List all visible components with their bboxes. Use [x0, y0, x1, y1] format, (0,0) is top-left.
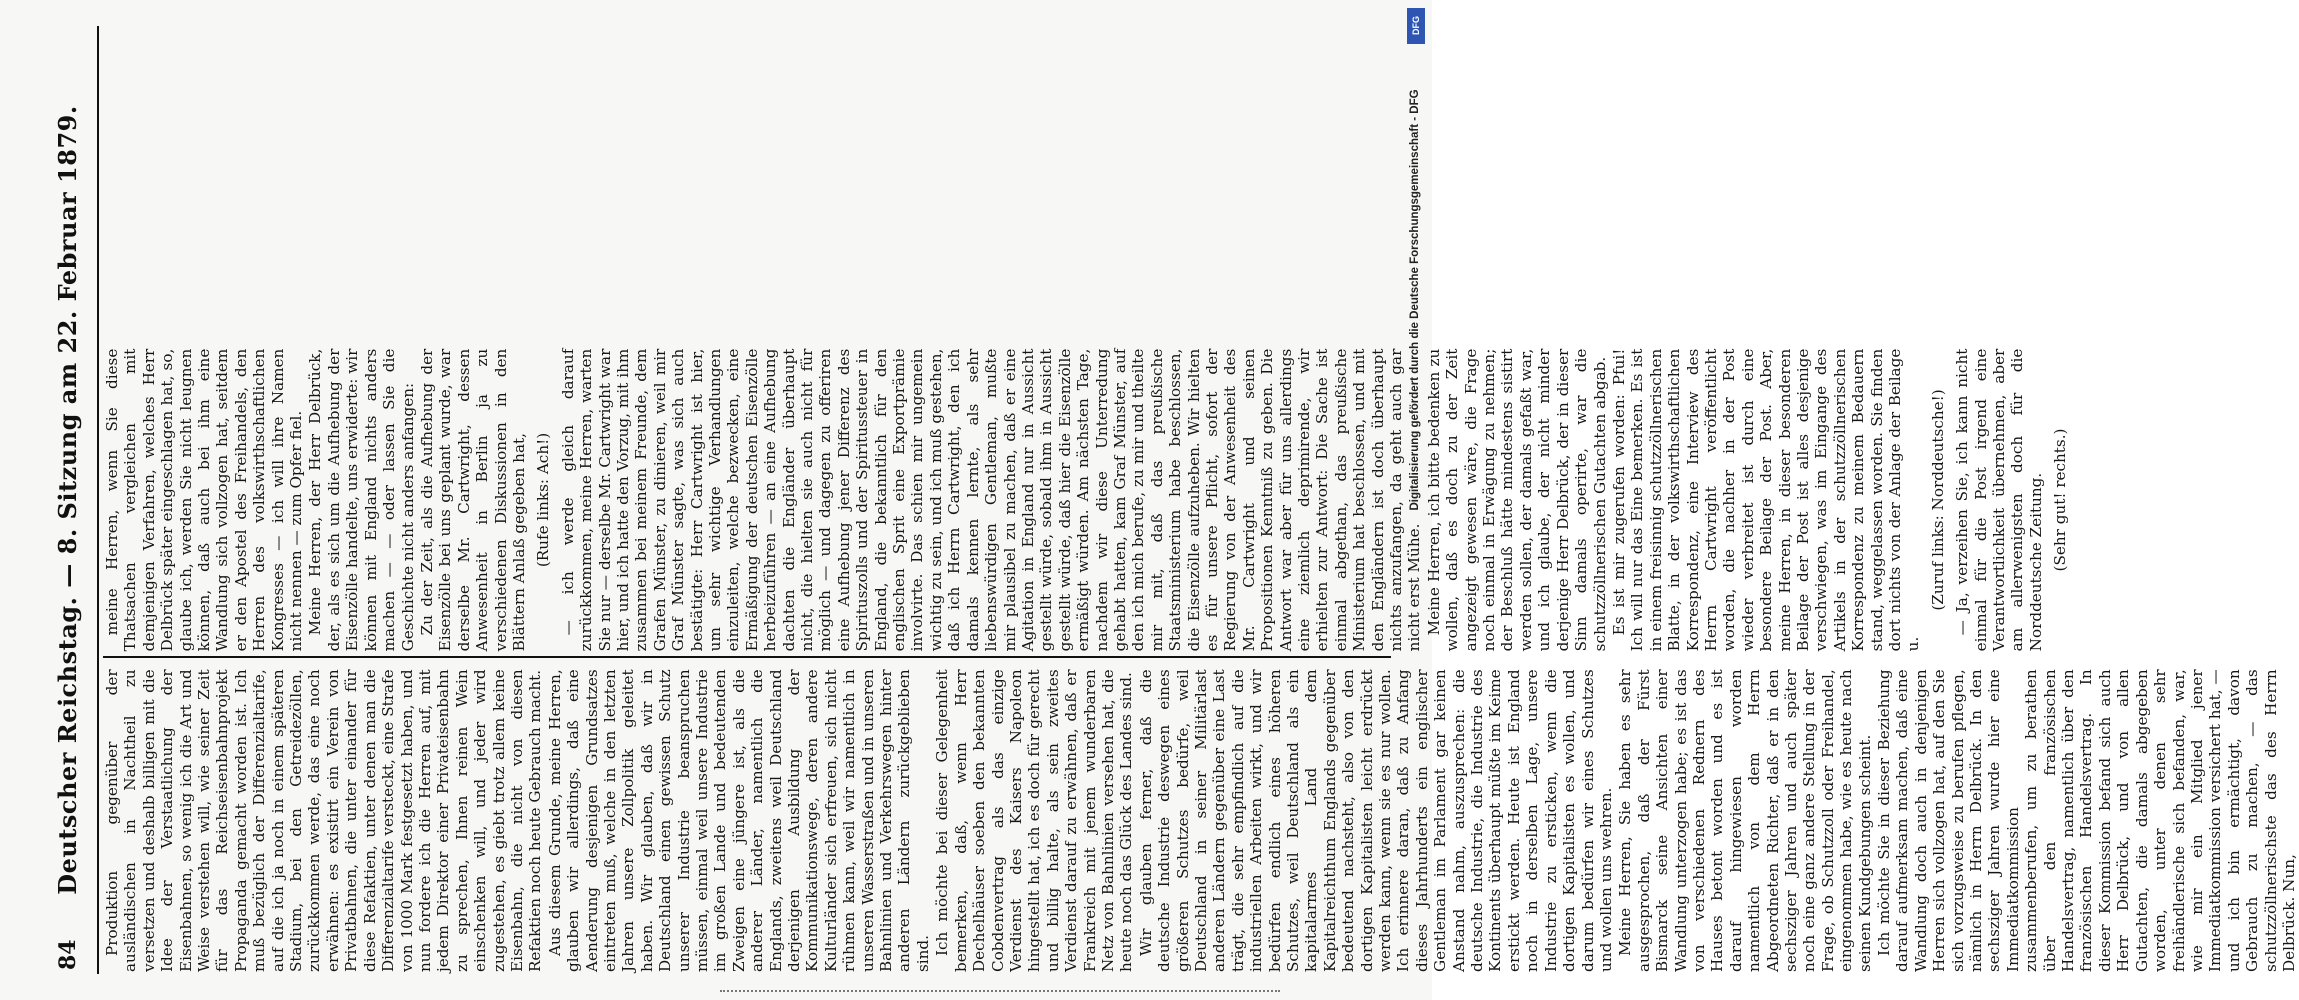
- paragraph: Meine Herren, der Herr Delbrück, der, als es sich um die Aufhebung der Eisenzölle handelte, uns erwiderte: wir können mit England nichts anders machen — — oder lassen Sie die Geschichte nicht anders anfangen:: [306, 348, 417, 652]
- scan-edge-marks: [720, 990, 1280, 998]
- paragraph: Wir glauben ferner, daß die deutsche Industrie deswegen eines größeren Schutzes bedürfe, weil Deutschland in seiner Militärlast anderen Ländern gegenüber eine Last trägt, die sehr empfindlich auf die industriellen Arbeiten wirkt, und wir bedürfen endlich eines höheren Schutzes, weil Deutschland als ein kapitalarmes Land dem Kapitalreichthum Englands gegenüber bedeutend nachsteht, also von den dortigen Kapitalisten leicht erdrückt werden kann, wenn sie es nur wollen. Ich erinnere daran, daß zu Anfang dieses Jahrhunderts ein englischer Gentleman im Parlament gar keinen Anstand nahm, auszusprechen: die deutsche Industrie, die Industrie des Kontinents überhaupt müßte im Keime erstickt werden. Heute ist England noch in derselben Lage, unsere Industrie zu ersticken, wenn die dortigen Kapitalisten es wollen, und darum bedürfen wir eines Schutzes und wollen uns wehren.: [1136, 669, 1615, 972]
- paragraph: Es ist mir zugerufen worden: Pfui! Ich will nur das Eine bemerken. Es ist in einem freisinnig schutzzöllnerischen Blatte, in der volkswirthschaftlichen Korrespondenz, eine Interview des Herrn Cartwright veröffentlicht worden, die nachher in der Post wieder verbreitet ist durch eine besondere Beilage der Post. Aber, meine Herren, in dieser besonderen Beilage der Post ist alles desjenige verschwiegen, was im Eingange des Artikels in der schutzzöllnerischen Korrespondenz zu meinem Bedauern stand, weggelassen worden. Sie finden dort nichts von der Anlage der Beilage u.: [1609, 348, 1923, 652]
- stamp-text: Digitalisierung gefördert durch die Deutsche Forschungsgemeinschaft - DFG: [1409, 89, 1421, 511]
- paragraph: — ich werde gleich darauf zurückkommen, meine Herren, warten Sie nur — derselbe Mr. Cartwright war hier, und ich hatte den Vorzug, mit ihm zusammen bei meinem Freunde, dem Grafen Münster, zu dinieren, weil mir Graf Münster sagte, was sich auch bestätigte: Herr Cartwright ist hier, um sehr wichtige Verhandlungen einzuleiten, welche bezwecken, eine Ermäßigung der deutschen Eisenzölle herbeizuführen — an eine Aufhebung dachten die Engländer überhaupt nicht, die hielten sie auch nicht für möglich — und dagegen zu offeriren eine Aufhebung jener Differenz des Spirituszolls und der Spiritussteuer in England, die bekanntlich für den englischen Sprit eine Exportprämie involvirte. Das schien mir ungemein wichtig zu sein, und ich muß gestehen, daß ich Herrn Cartwright, den ich damals kennen lernte, als sehr liebenswürdigen Gentleman, mußte mir plausibel zu machen, daß er eine Agitation in England nur in Aussicht gestellt würde, sobald ihm in Aussicht gestellt würde, daß hier die Eisenzölle ermäßigt würden. Am nächsten Tage, nachdem wir diese Unterredung gehabt hatten, kam Graf Münster, auf den ich mich berufe, zu mir und theilte mir mit, daß das preußische Staatsministerium habe beschlossen, die Eisenzölle aufzuheben. Wir hielten es für unsere Pflicht, sofort der Regierung von der Anwesenheit des Mr. Cartwright und seinen Propositionen Kenntniß zu geben. Die Antwort war aber für uns allerdings eine ziemlich deprimirende, wir erhielten zur Antwort: Die Sache ist einmal abgethan, das preußische Ministerium hat beschlossen, und mit den Engländern ist doch überhaupt nichts anzufangen, da geht auch gar nicht erst Mühe.: [558, 348, 1424, 652]
- paragraph: meine Herren, wenn Sie diese Thatsachen vergleichen mit demjenigen Verfahren, welches Herr Delbrück später eingeschlagen hat, so, glaube ich, werden Sie nicht leugnen können, daß auch bei ihm eine Wandlung sich vollzogen hat, seitdem er den Apostel des Freihandels, den Herren des volkswirthschaftlichen Kongresses — ich will ihre Namen nicht nennen — zum Opfer fiel.: [103, 348, 306, 652]
- column-divider: [103, 656, 1391, 658]
- paragraph: Ich möchte bei dieser Gelegenheit bemerken, daß, wenn Herr Dechelhäuser soeben den bekannten Cobdenvertrag als das einzige Verdienst des Kaisers Napoleon hingestellt hat, ich es doch für gerecht und billig halte, als sein zweites Verdienst darauf zu erwähnen, daß er Frankreich mit jenem wunderbaren Netz von Bahnlinien versehen hat, die heute noch das Glück des Landes sind.: [933, 669, 1136, 972]
- paragraph: Aus diesem Grunde, meine Herren, glauben wir allerdings, daß eine Aenderung desjenigen Grundsatzes eintreten muß, welche in den letzten Jahren unsere Zollpolitik geleitet haben. Wir glauben, daß wir in Deutschland einen gewissen Schutz unserer Industrie beanspruchen müssen, einmal weil unsere Industrie im großen Lande und bedeutenden Zweigen eine jüngere ist, als die anderer Länder, namentlich die Englands, zweitens weil Deutschland derjenigen Ausbildung der Kommunikationswege, deren andere Kulturländer sich erfreuen, sich nicht rühmen kann, weil wir namentlich in unseren Wasserstraßen und in unseren Bahnlinien und Verkehrswegen hinter anderen Ländern zurückgeblieben sind.: [545, 669, 932, 972]
- interjection: (Sehr gut! rechts.): [2051, 428, 2070, 572]
- dfg-logo: DFG: [1407, 8, 1425, 44]
- page-number: 84: [55, 939, 81, 970]
- column-right: [103, 349, 2299, 652]
- paragraph: — Ja, verzeihen Sie, ich kann nicht einmal für die Post irgend eine Verantwortlichkeit übernehmen, aber am allerwenigsten doch für die Norddeutsche Zeitung.: [1953, 348, 2045, 652]
- interjection: (Zuruf links: Norddeutsche!): [1928, 389, 1947, 611]
- column-left: [103, 669, 2299, 972]
- paragraph: Zu der Zeit, als die Aufhebung der Eisenzölle bei uns geplant wurde, war derselbe Mr. Cartwright, dessen Anwesenheit in Berlin ja zu verschiedenen Diskussionen in den Blättern Anlaß gegeben hat,: [417, 348, 528, 652]
- column-blank: [103, 28, 2299, 331]
- paragraph: Meine Herren, ich bitte bedenken zu wollen, daß es doch zu der Zeit angezeigt gewesen wäre, die Frage noch einmal in Erwägung zu nehmen; der Beschluß hätte mindestens sistirt werden sollen, der damals gefaßt war, und ich glaube, der nicht minder derjenige Herr Delbrück, der in dieser Sinn damals operirte, war die schutzzöllnerischen Gutachten abgab.: [1424, 348, 1609, 652]
- digitization-stamp: [1402, 10, 1428, 590]
- interjection: (Rufe links: Ach!): [534, 432, 553, 568]
- paragraph: Produktion gegenüber der ausländischen in Nachtheil zu versetzen und deshalb billigen mit die Idee der Verstaatlichung der Eisenbahnen, so wenig ich die Art und Weise verstehen will, wie seiner Zeit für das Reichseisenbahnprojekt Propaganda gemacht worden ist. Ich muß bezüglich der Differenzialtarife, auf die ich ja noch in einem späteren Stadium, bei den Getreidezöllen, zurückkommen werde, das eine noch erwähnen: es existirt ein Verein von Privatbahnen, die unter einander für diese Refaktien, unter denen man die Differenzialtarife versteckt, eine Strafe von 1000 Mark festgesetzt haben, und nun fordere ich die Herren auf, mit jedem Direktor einer Privateisenbahn zu sprechen, Ihnen reinen Wein einschenken will, und jeder wird zugestehen, es giebt trotz allem keine Eisenbahn, die nicht von diesen Refaktien noch heute Gebrauch macht.: [103, 669, 545, 972]
- paragraph: Ich möchte Sie in dieser Beziehung darauf aufmerksam machen, daß eine Wandlung doch auch in denjenigen Herren sich vollzogen hat, auf den Sie sich vorzugsweise zu berufen pflegen, nämlich in Herrn Delbrück. In den sechsziger Jahren wurde hier eine Immediatkommission zusammenberufen, um zu berathen über den französischen Handelsvertrag, namentlich über den französischen Handelsvertrag. In dieser Kommission befand sich auch Herr Delbrück, und von allen Gutachten, die damals abgegeben worden, unter denen sehr freihändlerische sich befanden, war, wie mir ein Mitglied jener Immediatkommission versichert hat, — und ich bin ermächtigt, davon Gebrauch zu machen, — das schutzzöllnerischste das des Herrn Delbrück. Nun,: [1875, 669, 2298, 972]
- page-header: [45, 20, 89, 980]
- page-title: Deutscher Reichstag. — 8. Sitzung am 22. Februar 1879.: [53, 105, 82, 895]
- paragraph: Meine Herren, Sie haben es sehr ausgesprochen, daß der Fürst Bismarck seine Ansichten einer Wandlung unterzogen habe; es ist das von verschiedenen Rednern des Hauses betont worden und es ist darauf hingewiesen worden namentlich von dem Herrn Abgeordneten Richter, daß er in den sechsziger Jahren und auch später noch eine ganz andere Stellung in der Frage, ob Schutzzoll oder Freihandel, eingenommen habe, wie es heute nach seinen Kundgebungen scheint.: [1616, 669, 1874, 972]
- header-rule: [97, 26, 99, 974]
